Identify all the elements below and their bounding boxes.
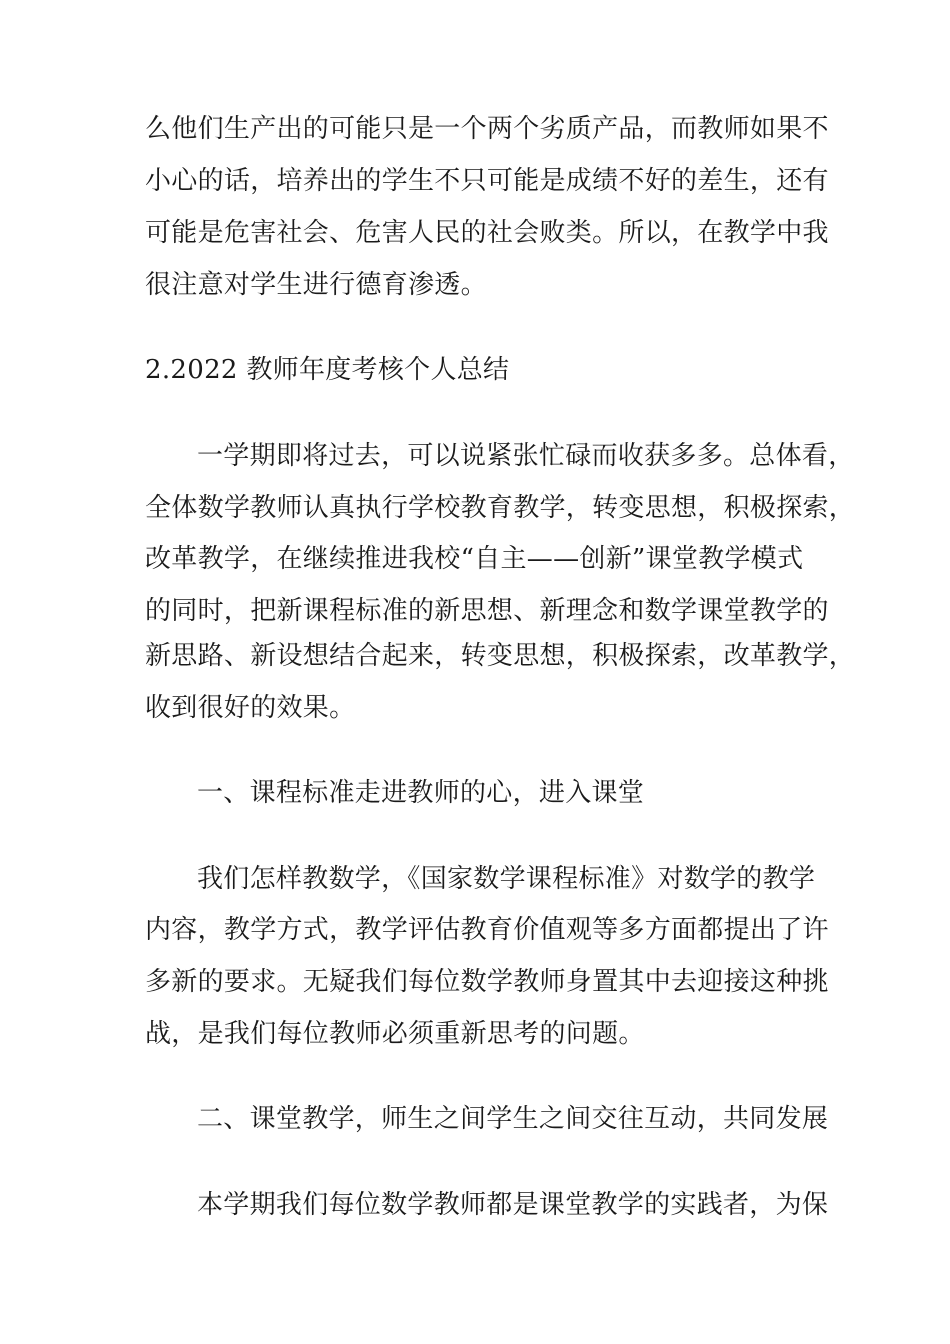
paragraph-line: 全体数学教师认真执行学校教育教学，转变思想，积极探索， — [145, 493, 856, 523]
paragraph-line: 我们怎样教数学，《国家数学课程标准》对数学的教学 — [197, 864, 816, 894]
section-heading: 2.2022 教师年度考核个人总结 — [145, 355, 510, 385]
paragraph-line: 一学期即将过去，可以说紧张忙碌而收获多多。总体看， — [197, 441, 855, 471]
subheading-one: 一、课程标准走进教师的心，进入课堂 — [197, 778, 645, 808]
paragraph-line: 内容，教学方式，教学评估教育价值观等多方面都提出了许 — [145, 915, 829, 945]
paragraph-line: 战，是我们每位教师必须重新思考的问题。 — [145, 1019, 645, 1049]
paragraph-line: 么他们生产出的可能只是一个两个劣质产品，而教师如果不 — [145, 114, 829, 144]
paragraph-line: 收到很好的效果。 — [145, 693, 356, 723]
paragraph-line: 的同时，把新课程标准的新思想、新理念和数学课堂教学的 — [145, 596, 829, 626]
paragraph-line: 本学期我们每位数学教师都是课堂教学的实践者，为保 — [197, 1190, 829, 1220]
subheading-two: 二、课堂教学，师生之间学生之间交往互动，共同发展 — [197, 1104, 829, 1134]
paragraph-line: 可能是危害社会、危害人民的社会败类。所以，在教学中我 — [145, 218, 829, 248]
paragraph-line: 新思路、新设想结合起来，转变思想，积极探索，改革教学， — [145, 641, 856, 671]
paragraph-line: 很注意对学生进行德育渗透。 — [145, 270, 487, 300]
paragraph-line: 多新的要求。无疑我们每位数学教师身置其中去迎接这种挑 — [145, 967, 829, 997]
paragraph-line: 改革教学，在继续推进我校“自主——创新”课堂教学模式 — [145, 544, 804, 574]
paragraph-line: 小心的话，培养出的学生不只可能是成绩不好的差生，还有 — [145, 166, 829, 196]
